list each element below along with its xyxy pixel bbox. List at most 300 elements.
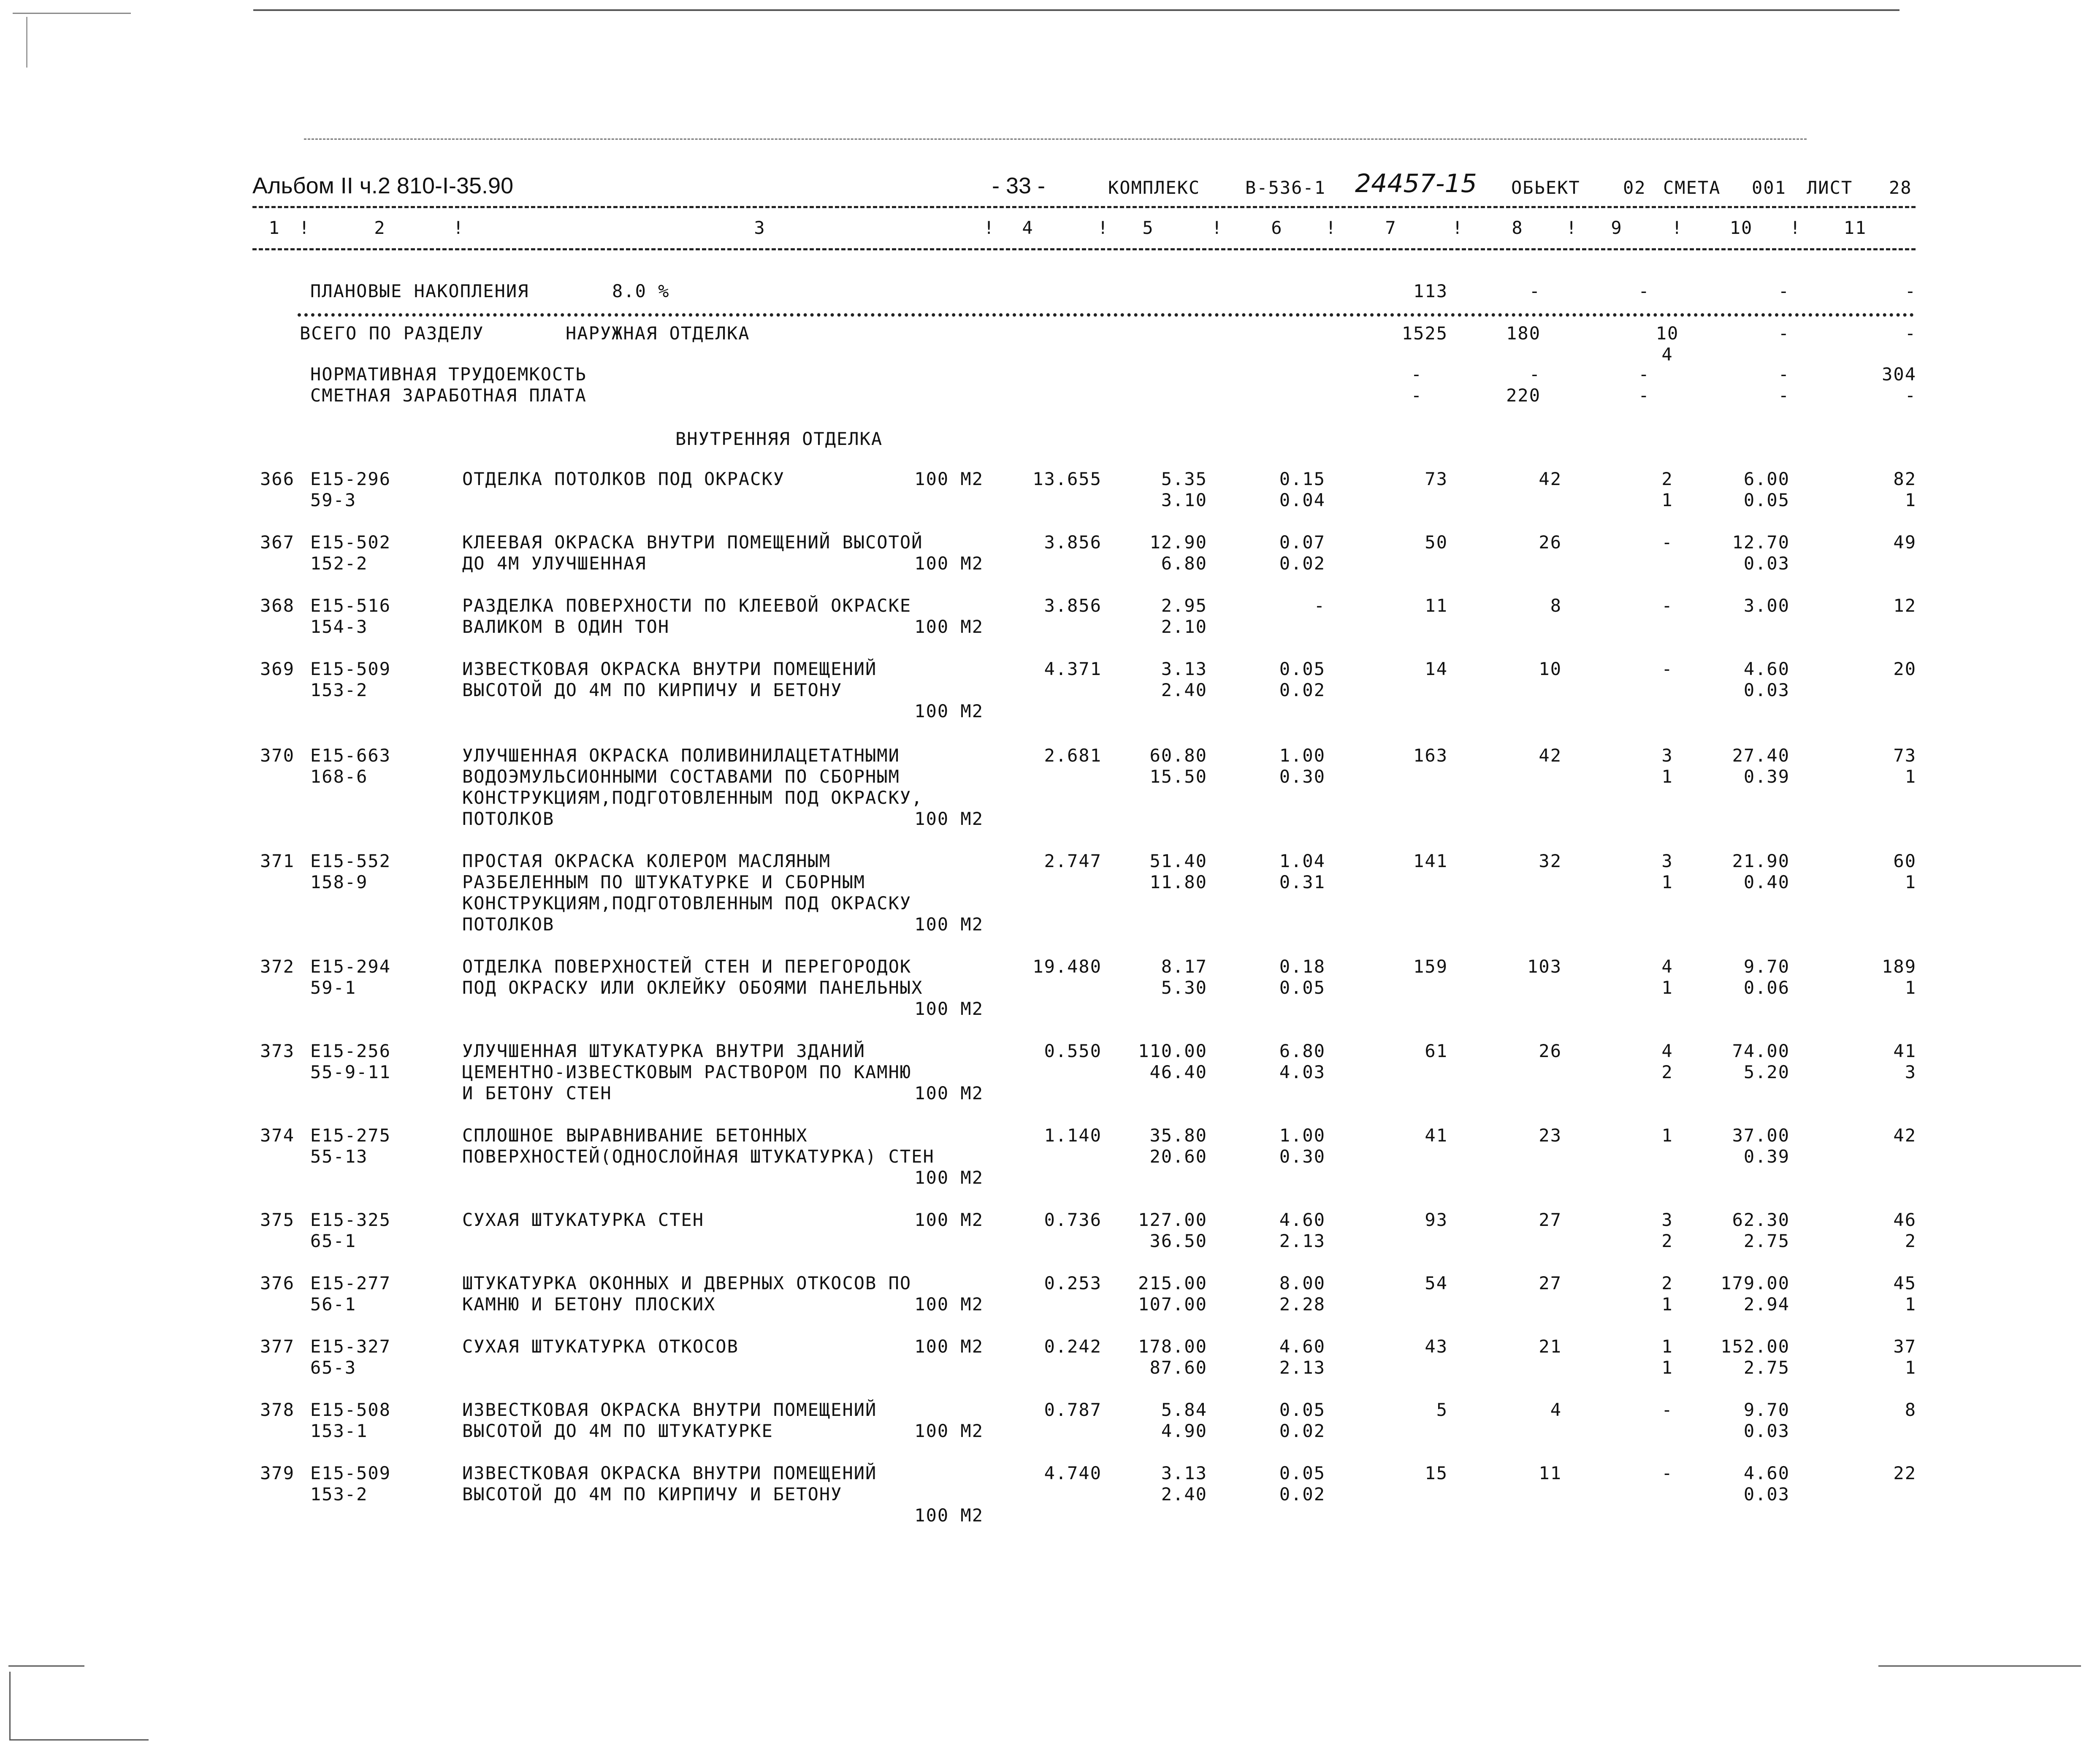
row-c7: 5: [1436, 1399, 1448, 1420]
row-c10: 0.03: [1743, 1484, 1790, 1505]
row-unit: 100 М2: [914, 616, 984, 637]
row-c7: 43: [1425, 1336, 1448, 1357]
row-description: КАМНЮ И БЕТОНУ ПЛОСКИХ: [462, 1294, 716, 1315]
row-code-secondary: 152-2: [310, 553, 368, 574]
row-code: Е15-327: [310, 1336, 391, 1357]
row-code: Е15-256: [310, 1041, 391, 1061]
row-c11: 1: [1905, 490, 1916, 510]
row-description: ПОТОЛКОВ: [462, 914, 555, 935]
row-c11: 22: [1893, 1463, 1916, 1483]
row-c11: 1: [1905, 1357, 1916, 1378]
column-header-rule: [252, 248, 1916, 250]
row-c10: 0.03: [1743, 1421, 1790, 1441]
row-description: ВЫСОТОЙ ДО 4М ПО КИРПИЧУ И БЕТОНУ: [462, 1484, 843, 1505]
row-c9: -: [1661, 595, 1673, 616]
row-unit: 100 М2: [914, 914, 984, 935]
col-separator: !: [453, 217, 465, 238]
row-quantity: 0.787: [1044, 1399, 1102, 1420]
row-c10: 0.39: [1743, 766, 1790, 787]
col-separator: !: [1211, 217, 1223, 238]
row-description: ВЫСОТОЙ ДО 4М ПО ШТУКАТУРКЕ: [462, 1421, 773, 1441]
row-c8: 27: [1539, 1209, 1562, 1230]
row-c11: 37: [1893, 1336, 1916, 1357]
row-number: 377: [260, 1336, 295, 1357]
row-c8: 21: [1539, 1336, 1562, 1357]
row-c9: 2: [1661, 1273, 1673, 1293]
row-c9: 1: [1661, 977, 1673, 998]
row-c5: 107.00: [1138, 1294, 1207, 1315]
normative-c10: -: [1778, 364, 1790, 385]
row-c11: 49: [1893, 532, 1916, 553]
row-c5: 3.10: [1161, 490, 1207, 510]
section-total-c8: 180: [1506, 323, 1541, 344]
smeta-label: СМЕТА: [1663, 177, 1721, 198]
col-separator: !: [299, 217, 311, 238]
section-total-c9: 10: [1656, 323, 1679, 344]
row-c10: 62.30: [1732, 1209, 1790, 1230]
normative-c9: -: [1638, 364, 1650, 385]
row-c11: 12: [1893, 595, 1916, 616]
row-c6: 0.30: [1279, 1146, 1325, 1167]
row-description: РАЗДЕЛКА ПОВЕРХНОСТИ ПО КЛЕЕВОЙ ОКРАСКЕ: [462, 595, 912, 616]
row-c10: 2.75: [1743, 1231, 1790, 1251]
row-c5: 35.80: [1149, 1125, 1207, 1146]
row-c9: 2: [1661, 1062, 1673, 1082]
row-c11: 8: [1905, 1399, 1916, 1420]
normative-label: НОРМАТИВНАЯ ТРУДОЕМКОСТЬ: [310, 364, 587, 385]
row-code-secondary: 65-1: [310, 1231, 357, 1251]
row-description: УЛУЧШЕННАЯ ШТУКАТУРКА ВНУТРИ ЗДАНИЙ: [462, 1041, 866, 1061]
row-c5: 3.13: [1161, 1463, 1207, 1483]
row-c5: 12.90: [1149, 532, 1207, 553]
row-c10: 0.40: [1743, 872, 1790, 892]
row-c6: 0.15: [1279, 469, 1325, 489]
row-c10: 9.70: [1743, 1399, 1790, 1420]
row-c10: 27.40: [1732, 745, 1790, 766]
row-c7: 73: [1425, 469, 1448, 489]
row-c8: 42: [1539, 469, 1562, 489]
row-c5: 2.10: [1161, 616, 1207, 637]
row-quantity: 19.480: [1032, 956, 1102, 977]
row-c6: 4.03: [1279, 1062, 1325, 1082]
row-unit: 100 М2: [914, 701, 984, 721]
row-c10: 0.06: [1743, 977, 1790, 998]
row-c5: 215.00: [1138, 1273, 1207, 1293]
sheet-label: ЛИСТ: [1807, 177, 1853, 198]
row-c5: 51.40: [1149, 851, 1207, 871]
row-unit: 100 М2: [914, 553, 984, 574]
row-c11: 2: [1905, 1231, 1916, 1251]
row-c9: -: [1661, 1463, 1673, 1483]
planned-c9: -: [1638, 281, 1650, 301]
row-code-secondary: 55-13: [310, 1146, 368, 1167]
row-c10: 6.00: [1743, 469, 1790, 489]
row-c6: 0.04: [1279, 490, 1325, 510]
row-c5: 11.80: [1149, 872, 1207, 892]
row-c10: 152.00: [1721, 1336, 1790, 1357]
complex-label: КОМПЛЕКС: [1108, 177, 1200, 198]
row-c5: 127.00: [1138, 1209, 1207, 1230]
row-c7: 50: [1425, 532, 1448, 553]
row-c10: 0.03: [1743, 680, 1790, 700]
section-title: ВНУТРЕННЯЯ ОТДЕЛКА: [675, 428, 883, 449]
row-code-secondary: 153-2: [310, 1484, 368, 1505]
row-unit: 100 М2: [914, 998, 984, 1019]
row-c7: 61: [1425, 1041, 1448, 1061]
row-c5: 5.84: [1161, 1399, 1207, 1420]
planned-c10: -: [1778, 281, 1790, 301]
row-quantity: 0.253: [1044, 1273, 1102, 1293]
row-c5: 4.90: [1161, 1421, 1207, 1441]
row-c10: 74.00: [1732, 1041, 1790, 1061]
row-c6: 2.13: [1279, 1357, 1325, 1378]
row-quantity: 0.550: [1044, 1041, 1102, 1061]
row-code-secondary: 55-9-11: [310, 1062, 391, 1082]
row-code: Е15-275: [310, 1125, 391, 1146]
row-code-secondary: 153-2: [310, 680, 368, 700]
row-unit: 100 М2: [914, 1167, 984, 1188]
row-c11: 42: [1893, 1125, 1916, 1146]
row-c5: 46.40: [1149, 1062, 1207, 1082]
row-c6: 0.02: [1279, 680, 1325, 700]
col-separator: !: [1452, 217, 1464, 238]
row-code: Е15-516: [310, 595, 391, 616]
col-separator: !: [1672, 217, 1683, 238]
row-c6: 4.60: [1279, 1336, 1325, 1357]
row-description: ДО 4М УЛУЧШЕННАЯ: [462, 553, 647, 574]
row-c5: 178.00: [1138, 1336, 1207, 1357]
col-number: 5: [1142, 217, 1154, 238]
salary-c7: -: [1411, 385, 1423, 406]
row-description: ВЫСОТОЙ ДО 4М ПО КИРПИЧУ И БЕТОНУ: [462, 680, 843, 700]
row-c7: 163: [1413, 745, 1448, 766]
row-c5: 3.13: [1161, 659, 1207, 679]
row-description: ИЗВЕСТКОВАЯ ОКРАСКА ВНУТРИ ПОМЕЩЕНИЙ: [462, 659, 877, 679]
row-description: ПРОСТАЯ ОКРАСКА КОЛЕРОМ МАСЛЯНЫМ: [462, 851, 831, 871]
row-description: КОНСТРУКЦИЯМ,ПОДГОТОВЛЕННЫМ ПОД ОКРАСКУ,: [462, 787, 923, 808]
planned-label: ПЛАНОВЫЕ НАКОПЛЕНИЯ: [310, 281, 529, 301]
row-quantity: 1.140: [1044, 1125, 1102, 1146]
row-c6: 0.18: [1279, 956, 1325, 977]
row-description: ПОВЕРХНОСТЕЙ(ОДНОСЛОЙНАЯ ШТУКАТУРКА) СТЕН: [462, 1146, 935, 1167]
row-c9: 2: [1661, 469, 1673, 489]
row-code-secondary: 168-6: [310, 766, 368, 787]
row-c11: 82: [1893, 469, 1916, 489]
row-quantity: 4.371: [1044, 659, 1102, 679]
sheet-value: 28: [1889, 177, 1912, 198]
row-number: 370: [260, 745, 295, 766]
salary-c10: -: [1778, 385, 1790, 406]
row-unit: 100 М2: [914, 1083, 984, 1103]
row-quantity: 4.740: [1044, 1463, 1102, 1483]
object-label: ОБЬЕКТ: [1511, 177, 1580, 198]
col-separator: !: [1325, 217, 1337, 238]
row-unit: 100 М2: [914, 808, 984, 829]
row-c7: 11: [1425, 595, 1448, 616]
row-unit: 100 М2: [914, 1336, 984, 1357]
row-c10: 5.20: [1743, 1062, 1790, 1082]
row-c9: 4: [1661, 1041, 1673, 1061]
row-code-secondary: 154-3: [310, 616, 368, 637]
row-c10: 0.03: [1743, 553, 1790, 574]
row-c10: 9.70: [1743, 956, 1790, 977]
page-number: - 33 -: [992, 173, 1046, 198]
row-c9: -: [1661, 1399, 1673, 1420]
salary-label: СМЕТНАЯ ЗАРАБОТНАЯ ПЛАТА: [310, 385, 587, 406]
row-c11: 46: [1893, 1209, 1916, 1230]
row-number: 372: [260, 956, 295, 977]
col-separator: !: [984, 217, 995, 238]
row-quantity: 0.242: [1044, 1336, 1102, 1357]
section-total-c9-second: 4: [1661, 344, 1673, 365]
row-c10: 4.60: [1743, 659, 1790, 679]
planned-c7: 113: [1413, 281, 1448, 301]
row-c10: 21.90: [1732, 851, 1790, 871]
row-c5: 6.80: [1161, 553, 1207, 574]
row-code-secondary: 65-3: [310, 1357, 357, 1378]
col-number: 8: [1512, 217, 1523, 238]
row-c10: 37.00: [1732, 1125, 1790, 1146]
col-separator: !: [1097, 217, 1109, 238]
row-quantity: 3.856: [1044, 595, 1102, 616]
row-quantity: 2.681: [1044, 745, 1102, 766]
row-c8: 32: [1539, 851, 1562, 871]
row-code-secondary: 59-3: [310, 490, 357, 510]
row-quantity: 13.655: [1032, 469, 1102, 489]
row-code: Е15-325: [310, 1209, 391, 1230]
row-c10: 0.39: [1743, 1146, 1790, 1167]
row-description: СПЛОШНОЕ ВЫРАВНИВАНИЕ БЕТОННЫХ: [462, 1125, 808, 1146]
row-c5: 5.35: [1161, 469, 1207, 489]
row-number: 371: [260, 851, 295, 871]
row-c9: 3: [1661, 851, 1673, 871]
row-c11: 1: [1905, 766, 1916, 787]
row-c7: 41: [1425, 1125, 1448, 1146]
row-c6: 1.00: [1279, 1125, 1325, 1146]
row-code: Е15-552: [310, 851, 391, 871]
row-description: УЛУЧШЕННАЯ ОКРАСКА ПОЛИВИНИЛАЦЕТАТНЫМИ: [462, 745, 900, 766]
row-number: 376: [260, 1273, 295, 1293]
row-c8: 27: [1539, 1273, 1562, 1293]
row-description: РАЗБЕЛЕННЫМ ПО ШТУКАТУРКЕ И СБОРНЫМ: [462, 872, 866, 892]
row-number: 375: [260, 1209, 295, 1230]
col-number: 1: [268, 217, 280, 238]
row-c7: 15: [1425, 1463, 1448, 1483]
row-c6: 0.07: [1279, 532, 1325, 553]
row-c5: 87.60: [1149, 1357, 1207, 1378]
row-c7: 93: [1425, 1209, 1448, 1230]
row-c9: 1: [1661, 1336, 1673, 1357]
row-c5: 5.30: [1161, 977, 1207, 998]
row-code: Е15-509: [310, 1463, 391, 1483]
col-number: 7: [1385, 217, 1397, 238]
row-c6: 8.00: [1279, 1273, 1325, 1293]
col-number: 2: [374, 217, 386, 238]
row-code-secondary: 59-1: [310, 977, 357, 998]
row-c10: 0.05: [1743, 490, 1790, 510]
row-unit: 100 М2: [914, 1505, 984, 1526]
row-description: ИЗВЕСТКОВАЯ ОКРАСКА ВНУТРИ ПОМЕЩЕНИЙ: [462, 1463, 877, 1483]
row-c7: 14: [1425, 659, 1448, 679]
row-description: ВАЛИКОМ В ОДИН ТОН: [462, 616, 670, 637]
row-c9: 3: [1661, 745, 1673, 766]
row-c6: 4.60: [1279, 1209, 1325, 1230]
smeta-value: 001: [1752, 177, 1786, 198]
row-c7: 141: [1413, 851, 1448, 871]
col-separator: !: [1790, 217, 1802, 238]
row-c9: 1: [1661, 490, 1673, 510]
row-c11: 1: [1905, 977, 1916, 998]
row-c10: 179.00: [1721, 1273, 1790, 1293]
row-c10: 2.94: [1743, 1294, 1790, 1315]
col-number: 6: [1271, 217, 1283, 238]
row-c6: 2.28: [1279, 1294, 1325, 1315]
row-c5: 2.40: [1161, 680, 1207, 700]
row-quantity: 2.747: [1044, 851, 1102, 871]
row-c8: 11: [1539, 1463, 1562, 1483]
row-c9: -: [1661, 659, 1673, 679]
row-c10: 2.75: [1743, 1357, 1790, 1378]
row-c8: 10: [1539, 659, 1562, 679]
row-c5: 8.17: [1161, 956, 1207, 977]
row-code: Е15-502: [310, 532, 391, 553]
row-code-secondary: 56-1: [310, 1294, 357, 1315]
row-c5: 36.50: [1149, 1231, 1207, 1251]
row-quantity: 0.736: [1044, 1209, 1102, 1230]
row-description: СУХАЯ ШТУКАТУРКА СТЕН: [462, 1209, 705, 1230]
row-c10: 12.70: [1732, 532, 1790, 553]
row-c8: 23: [1539, 1125, 1562, 1146]
row-number: 373: [260, 1041, 295, 1061]
dotted-rule: [298, 313, 1914, 317]
row-quantity: 3.856: [1044, 532, 1102, 553]
row-c11: 20: [1893, 659, 1916, 679]
row-c6: 0.02: [1279, 1484, 1325, 1505]
row-unit: 100 М2: [914, 1294, 984, 1315]
row-c9: 3: [1661, 1209, 1673, 1230]
row-description: И БЕТОНУ СТЕН: [462, 1083, 612, 1103]
row-c11: 1: [1905, 1294, 1916, 1315]
salary-c8: 220: [1506, 385, 1541, 406]
section-total-label: ВСЕГО ПО РАЗДЕЛУ: [300, 323, 484, 344]
row-c6: 2.13: [1279, 1231, 1325, 1251]
col-number: 9: [1611, 217, 1623, 238]
row-c8: 103: [1527, 956, 1562, 977]
row-c10: 3.00: [1743, 595, 1790, 616]
row-c11: 60: [1893, 851, 1916, 871]
row-c8: 26: [1539, 1041, 1562, 1061]
row-c8: 8: [1550, 595, 1562, 616]
col-number: 4: [1022, 217, 1034, 238]
row-c6: 0.05: [1279, 977, 1325, 998]
row-code: Е15-508: [310, 1399, 391, 1420]
row-c9: -: [1661, 532, 1673, 553]
normative-c7: -: [1411, 364, 1423, 385]
row-c5: 2.95: [1161, 595, 1207, 616]
section-total-c7: 1525: [1401, 323, 1448, 344]
row-c6: -: [1314, 595, 1325, 616]
row-c6: 0.05: [1279, 1463, 1325, 1483]
salary-c11: -: [1905, 385, 1916, 406]
row-c11: 45: [1893, 1273, 1916, 1293]
row-c8: 26: [1539, 532, 1562, 553]
row-unit: 100 М2: [914, 469, 984, 489]
section-total-c11: -: [1905, 323, 1916, 344]
row-code-secondary: 153-1: [310, 1421, 368, 1441]
row-description: ОТДЕЛКА ПОТОЛКОВ ПОД ОКРАСКУ: [462, 469, 785, 489]
normative-c11: 304: [1882, 364, 1916, 385]
row-description: ИЗВЕСТКОВАЯ ОКРАСКА ВНУТРИ ПОМЕЩЕНИЙ: [462, 1399, 877, 1420]
row-c9: 1: [1661, 1357, 1673, 1378]
row-description: КЛЕЕВАЯ ОКРАСКА ВНУТРИ ПОМЕЩЕНИЙ ВЫСОТОЙ: [462, 532, 923, 553]
header-rule: [252, 206, 1916, 208]
row-c6: 1.04: [1279, 851, 1325, 871]
row-c6: 0.05: [1279, 659, 1325, 679]
row-c8: 4: [1550, 1399, 1562, 1420]
row-code-secondary: 158-9: [310, 872, 368, 892]
row-c8: 42: [1539, 745, 1562, 766]
col-separator: !: [1566, 217, 1578, 238]
row-c6: 0.30: [1279, 766, 1325, 787]
col-number: 10: [1729, 217, 1753, 238]
planned-percent: 8.0 %: [612, 281, 670, 301]
row-c9: 1: [1661, 872, 1673, 892]
row-c5: 110.00: [1138, 1041, 1207, 1061]
row-c11: 189: [1882, 956, 1916, 977]
planned-c11: -: [1905, 281, 1916, 301]
section-total-c10: -: [1778, 323, 1790, 344]
row-description: ПОД ОКРАСКУ ИЛИ ОКЛЕЙКУ ОБОЯМИ ПАНЕЛЬНЫХ: [462, 977, 923, 998]
row-c9: 1: [1661, 1125, 1673, 1146]
handwritten-number: 24457-15: [1355, 169, 1477, 198]
row-description: ШТУКАТУРКА ОКОННЫХ И ДВЕРНЫХ ОТКОСОВ ПО: [462, 1273, 912, 1293]
row-c6: 6.80: [1279, 1041, 1325, 1061]
row-c11: 3: [1905, 1062, 1916, 1082]
row-code: Е15-663: [310, 745, 391, 766]
salary-c9: -: [1638, 385, 1650, 406]
row-number: 369: [260, 659, 295, 679]
complex-code: В-536-1: [1245, 177, 1326, 198]
row-code: Е15-277: [310, 1273, 391, 1293]
row-c11: 41: [1893, 1041, 1916, 1061]
row-c9: 1: [1661, 1294, 1673, 1315]
row-c5: 20.60: [1149, 1146, 1207, 1167]
planned-c8: -: [1529, 281, 1541, 301]
row-code: Е15-294: [310, 956, 391, 977]
row-c9: 4: [1661, 956, 1673, 977]
row-number: 378: [260, 1399, 295, 1420]
row-c6: 0.31: [1279, 872, 1325, 892]
section-total-name: НАРУЖНАЯ ОТДЕЛКА: [566, 323, 750, 344]
row-c11: 73: [1893, 745, 1916, 766]
row-c6: 0.02: [1279, 1421, 1325, 1441]
row-c6: 0.05: [1279, 1399, 1325, 1420]
row-c10: 4.60: [1743, 1463, 1790, 1483]
row-code: Е15-509: [310, 659, 391, 679]
row-c5: 15.50: [1149, 766, 1207, 787]
row-c7: 159: [1413, 956, 1448, 977]
row-number: 374: [260, 1125, 295, 1146]
row-c5: 60.80: [1149, 745, 1207, 766]
row-description: ОТДЕЛКА ПОВЕРХНОСТЕЙ СТЕН И ПЕРЕГОРОДОК: [462, 956, 912, 977]
normative-c8: -: [1529, 364, 1541, 385]
col-number: 11: [1843, 217, 1867, 238]
row-number: 368: [260, 595, 295, 616]
row-c9: 2: [1661, 1231, 1673, 1251]
row-number: 379: [260, 1463, 295, 1483]
col-number: 3: [754, 217, 766, 238]
row-description: ПОТОЛКОВ: [462, 808, 555, 829]
